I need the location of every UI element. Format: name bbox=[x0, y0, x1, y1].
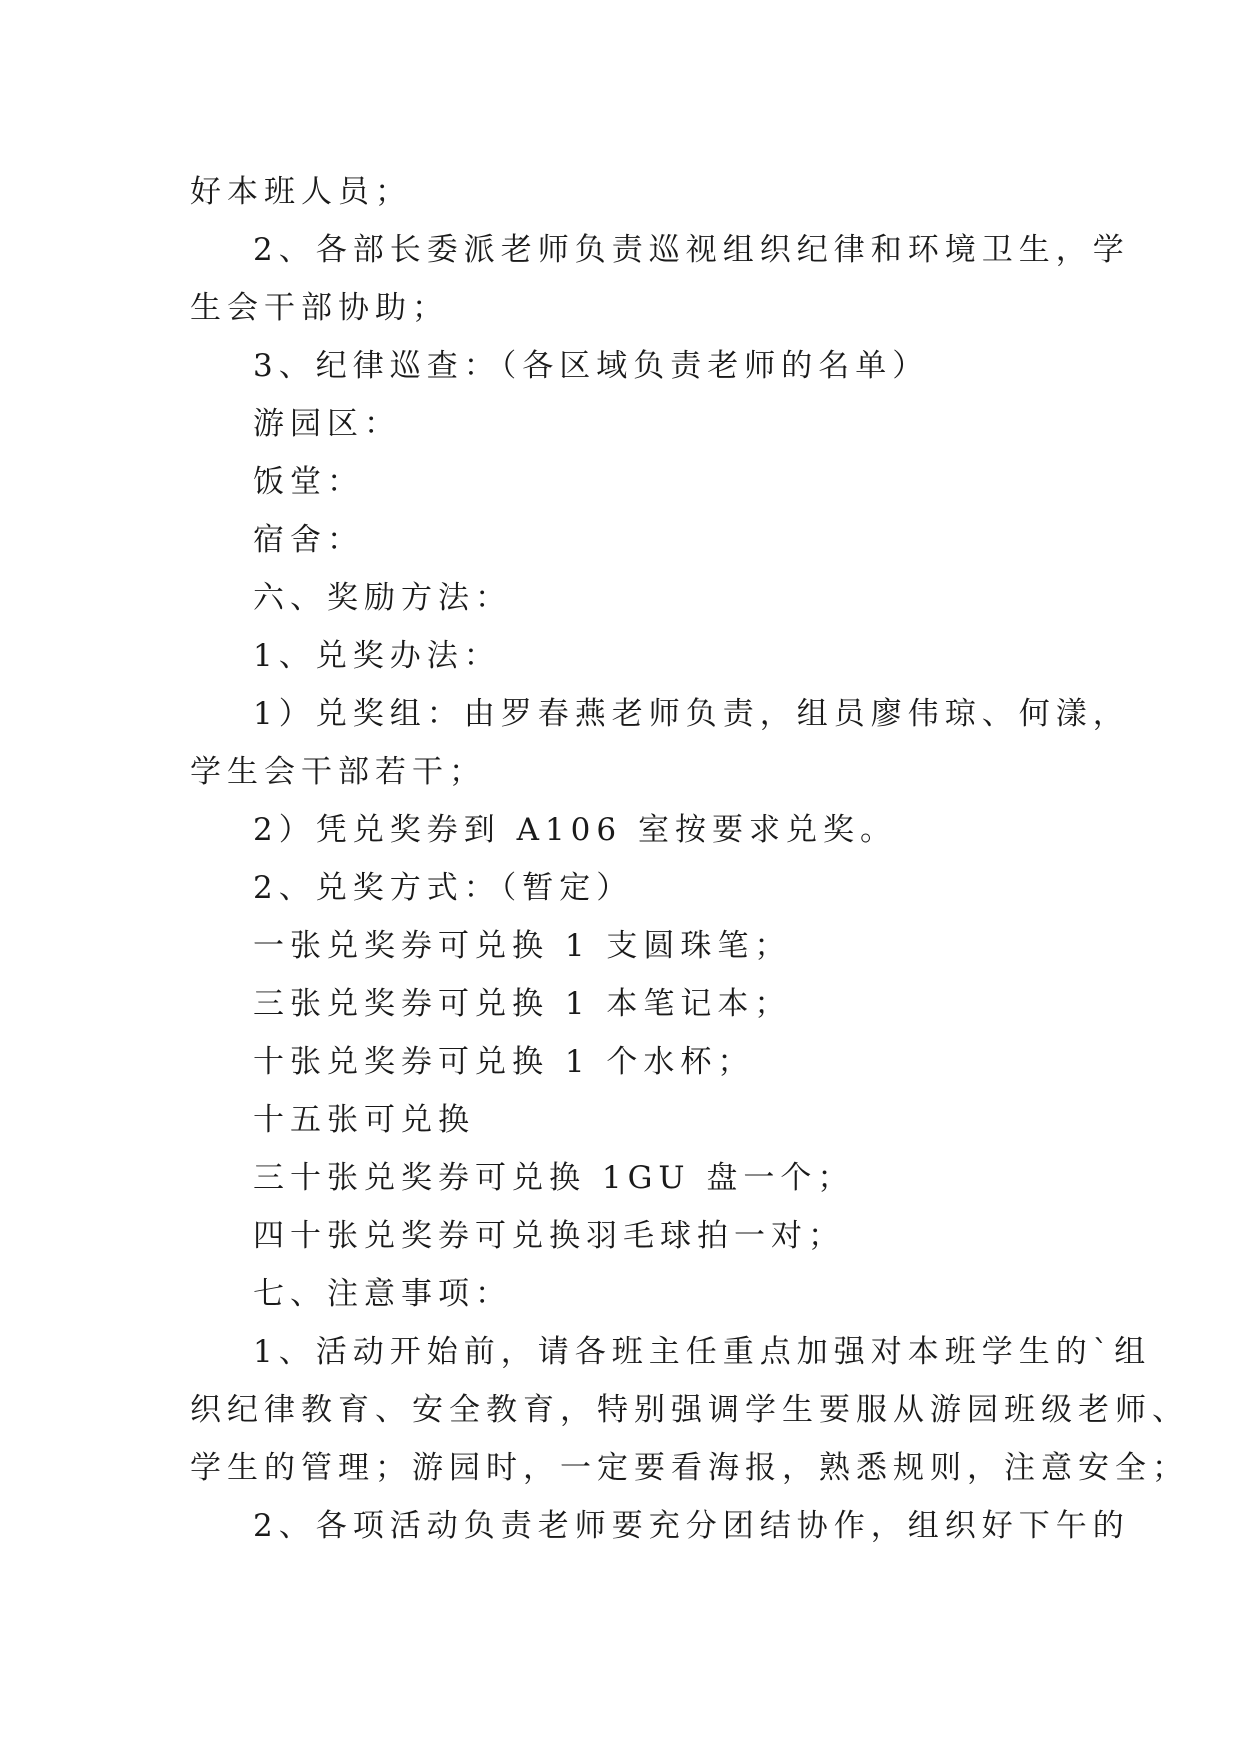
text-line: 生会干部协助； bbox=[190, 290, 449, 326]
text-line: 好本班人员； bbox=[190, 174, 412, 210]
text-line: 2、各部长委派老师负责巡视组织纪律和环境卫生，学 bbox=[253, 232, 1130, 268]
text-line: 1）兑奖组：由罗春燕老师负责，组员廖伟琼、何漾， bbox=[253, 696, 1130, 732]
section-heading: 六、奖励方法： bbox=[253, 580, 512, 616]
text-line: 饭堂： bbox=[253, 464, 364, 500]
text-line: 一张兑奖券可兑换 1 支圆珠笔； bbox=[253, 928, 792, 964]
text-line: 织纪律教育、安全教育，特别强调学生要服从游园班级老师、 bbox=[190, 1392, 1189, 1428]
text-line: 1、活动开始前，请各班主任重点加强对本班学生的`组 bbox=[253, 1334, 1152, 1370]
text-line: 2、兑奖方式：（暂定） bbox=[253, 870, 634, 906]
text-line: 宿舍： bbox=[253, 522, 364, 558]
text-line: 三十张兑奖券可兑换 1GU 盘一个； bbox=[253, 1160, 855, 1196]
text-line: 3、纪律巡查：（各区域负责老师的名单） bbox=[253, 348, 930, 384]
text-line: 2、各项活动负责老师要充分团结协作，组织好下午的 bbox=[253, 1508, 1130, 1544]
text-line: 1、兑奖办法： bbox=[253, 638, 501, 674]
text-line: 学生的管理；游园时，一定要看海报，熟悉规则，注意安全； bbox=[190, 1450, 1189, 1486]
text-line: 四十张兑奖券可兑换羽毛球拍一对； bbox=[253, 1218, 845, 1254]
text-line: 十五张可兑换 bbox=[253, 1102, 475, 1138]
document-page bbox=[190, 163, 1189, 1555]
text-line: 学生会干部若干； bbox=[190, 754, 486, 790]
text-line: 十张兑奖券可兑换 1 个水杯； bbox=[253, 1044, 755, 1080]
text-line: 游园区： bbox=[253, 406, 401, 442]
section-heading: 七、注意事项： bbox=[253, 1276, 512, 1312]
text-line: 三张兑奖券可兑换 1 本笔记本； bbox=[253, 986, 792, 1022]
text-line: 2）凭兑奖券到 A106 室按要求兑奖。 bbox=[253, 812, 897, 848]
